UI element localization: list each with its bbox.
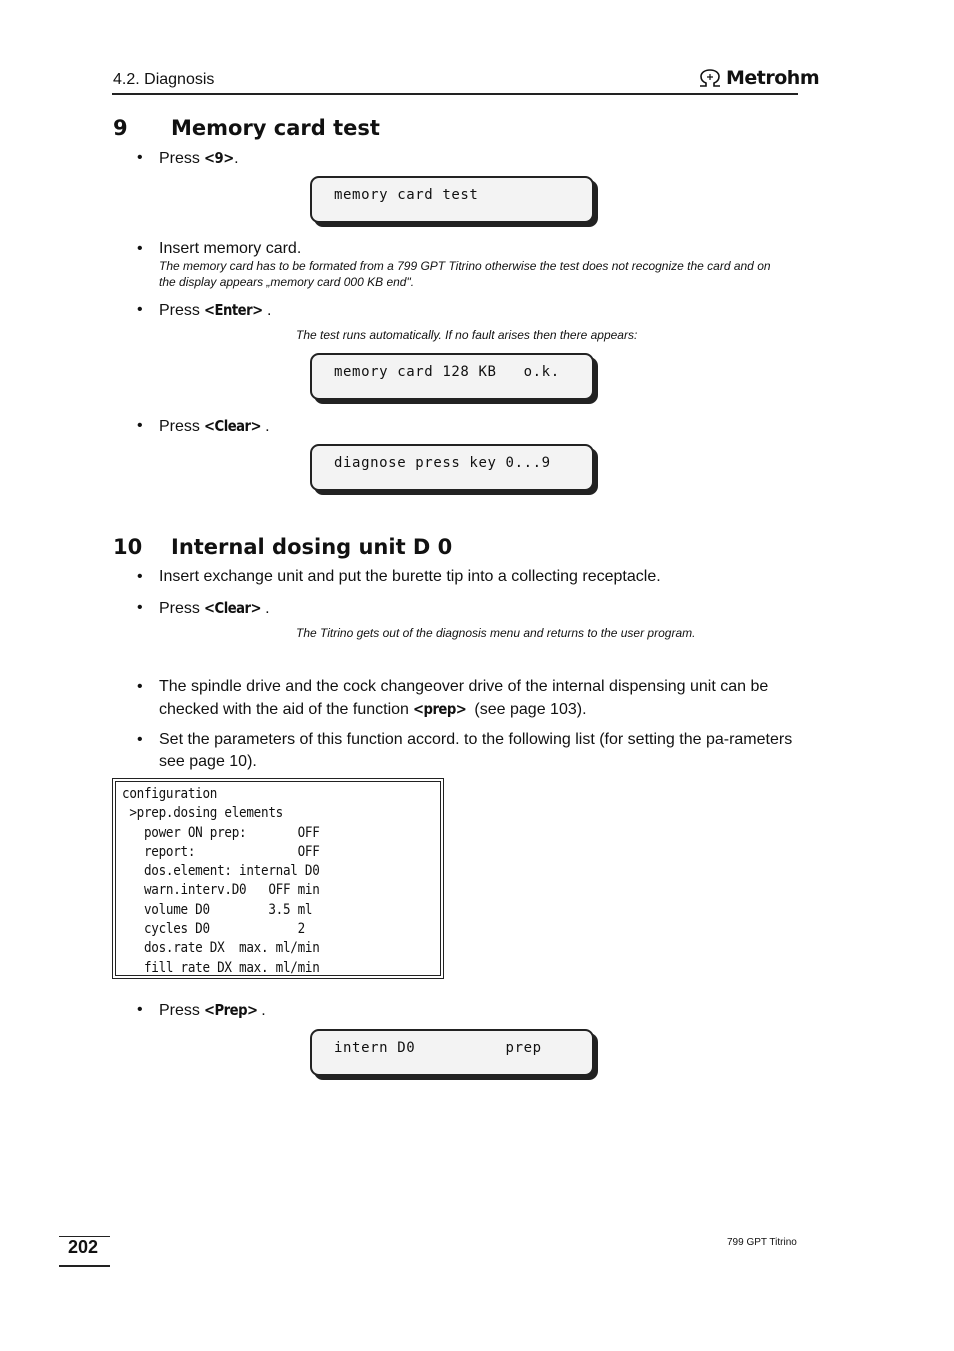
key-prep: <Prep> <box>204 1001 258 1019</box>
config-line: cycles D0 2 <box>122 921 305 938</box>
key-9: <9> <box>204 149 235 167</box>
section-heading-10 <box>113 535 563 561</box>
page-number-rule <box>59 1265 110 1267</box>
lcd-display: memory card test <box>310 176 594 223</box>
config-line: warn.interv.D0 OFF min <box>122 882 320 899</box>
lcd-display: intern D0 prep <box>310 1029 594 1076</box>
running-header-section: 4.2. Diagnosis <box>113 71 215 88</box>
note-test-runs: The test runs automatically. If no fault arises then there appears: <box>296 328 638 342</box>
section-heading-9 <box>113 116 513 142</box>
key-prep: <prep> <box>413 700 467 718</box>
key-clear: <Clear> <box>204 417 262 435</box>
config-line: fill rate DX max. ml/min <box>122 959 320 976</box>
section-title: Internal dosing unit D 0 <box>171 535 453 559</box>
config-line: report: OFF <box>122 843 320 860</box>
config-line: configuration <box>122 786 218 802</box>
footer-product: 799 GPT Titrino <box>727 1237 797 1248</box>
configuration-listing <box>112 778 444 979</box>
note-format-card-l2: the display appears „memory card 000 KB end". <box>159 275 415 289</box>
section-number: 10 <box>113 535 143 559</box>
note-leave-diagnosis: The Titrino gets out of the diagnosis menu and returns to the user program. <box>296 626 696 640</box>
config-line: dos.element: internal D0 <box>122 863 320 880</box>
omega-logo-icon <box>697 68 723 88</box>
page-number: 202 <box>68 1237 99 1257</box>
key-enter: <Enter> <box>204 301 263 319</box>
config-line: >prep.dosing elements <box>122 805 283 822</box>
config-line: dos.rate DX max. ml/min <box>122 940 320 957</box>
key-clear: <Clear> <box>204 599 262 617</box>
lcd-display: diagnose press key 0...9 <box>310 444 594 491</box>
configuration-lines <box>122 785 320 978</box>
lcd-display: memory card 128 KB o.k. <box>310 353 594 400</box>
config-line: volume D0 3.5 ml <box>122 901 313 918</box>
header-rule <box>112 93 798 95</box>
note-format-card-l1: The memory card has to be formated from a 799 GPT Titrino otherwise the test does not recognize the card and on <box>159 259 771 273</box>
config-line: power ON prep: OFF <box>122 824 320 841</box>
brand-name: Metrohm <box>726 67 820 89</box>
brand-logo <box>697 67 819 89</box>
section-number: 9 <box>113 116 128 140</box>
section-title: Memory card test <box>171 116 380 140</box>
